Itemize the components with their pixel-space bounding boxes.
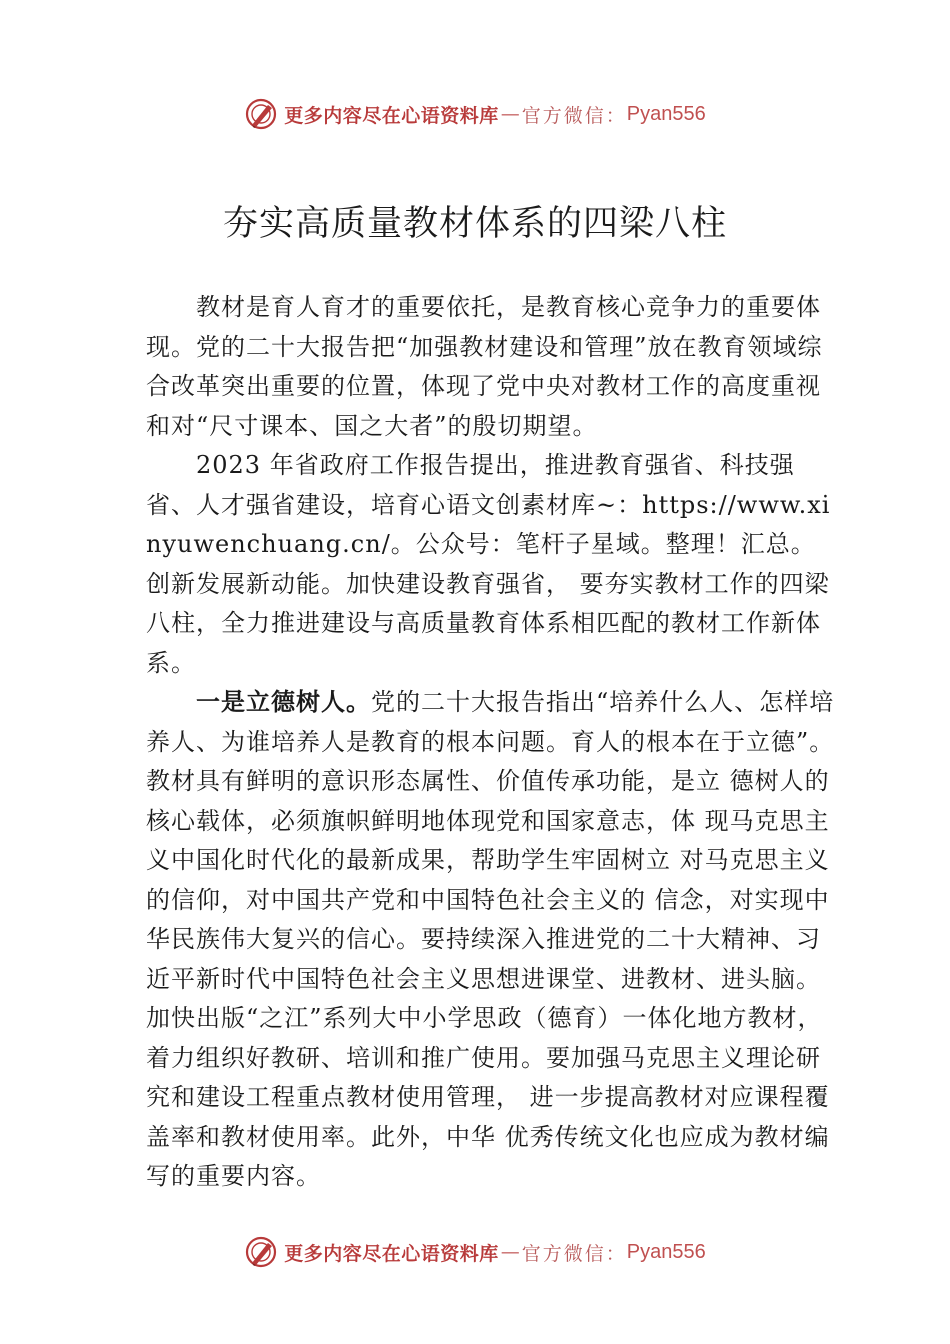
footer-wechat-id: Pyan556 [626,1240,706,1263]
header-wechat-label: 官方微信： [521,104,627,127]
paragraph-3-text: 党的二十大报告指出“培养什么人、怎样培养人、为谁培养人是教育的根本问题。育人的根本在于立德”。教材具有鲜明的意识形态属性、价值传承功能，是立 德树人的核心载体，必须旗帜鲜明地体现党和国家意志，体 现马克思主义中国化时代化的最新成果，帮助学生牢固树立 对马克思主义的信仰，对中国共产党和中国特色社会主义的 信念，对实现中华民族伟大复兴的信心。要持续深入推进党的二十大精神、习近平新时代中国特色社会主义思想进课堂、进教材、进头脑。加快出版“之江”系列大中小学思政（德育）一体化地方教材，着力组织好教研、培训和推广使用。要加强马克思主义理论研究和建设工程重点教材使用管理， 进一步提高教材对应课程覆盖率和教材使用率。此外，中华 优秀传统文化也应成为教材编写的重要内容。 [146,688,835,1190]
header-banner [0,94,950,134]
page-title: 夯实高质量教材体系的四梁八柱 [222,204,727,244]
paragraph-3-lead: 一是立德树人。 [196,688,371,716]
footer-banner [0,1232,950,1272]
paragraph-1-text: 教材是育人育才的重要依托，是教育核心竞争力的重要体现。党的二十大报告把“加强教材建设和管理”放在教育领域综合改革突出重要的位置，体现了党中央对教材工作的高度重视和对“尺寸课本、国之大者”的殷切期望。 [146,293,823,440]
header-wechat-id: Pyan556 [626,102,706,125]
paragraph-3 [146,683,836,1197]
paragraph-1 [146,288,836,446]
article-body [146,288,836,1197]
paragraph-2-text: 2023 年省政府工作报告提出，推进教育强省、科技强省、人才强省建设，培育心语文创素材库~：https://www.xinyuwenchuang.cn/。公众号：笔杆子星域。整理！汇总。创新发展新动能。加快建设教育强省， 要夯实教材工作的四梁八柱，全力推进建设与高质量教育体系相匹配的教材工作新体系。 [146,451,831,677]
pen-logo-icon [244,97,278,131]
pen-logo-icon [244,1235,278,1269]
footer-separator: — [500,1241,520,1263]
footer-promo-text: 更多内容尽在心语资料库 [284,1242,499,1265]
paragraph-2 [146,446,836,683]
header-promo-text: 更多内容尽在心语资料库 [284,104,499,127]
footer-wechat-label: 官方微信： [521,1242,627,1265]
header-separator: — [500,103,520,125]
